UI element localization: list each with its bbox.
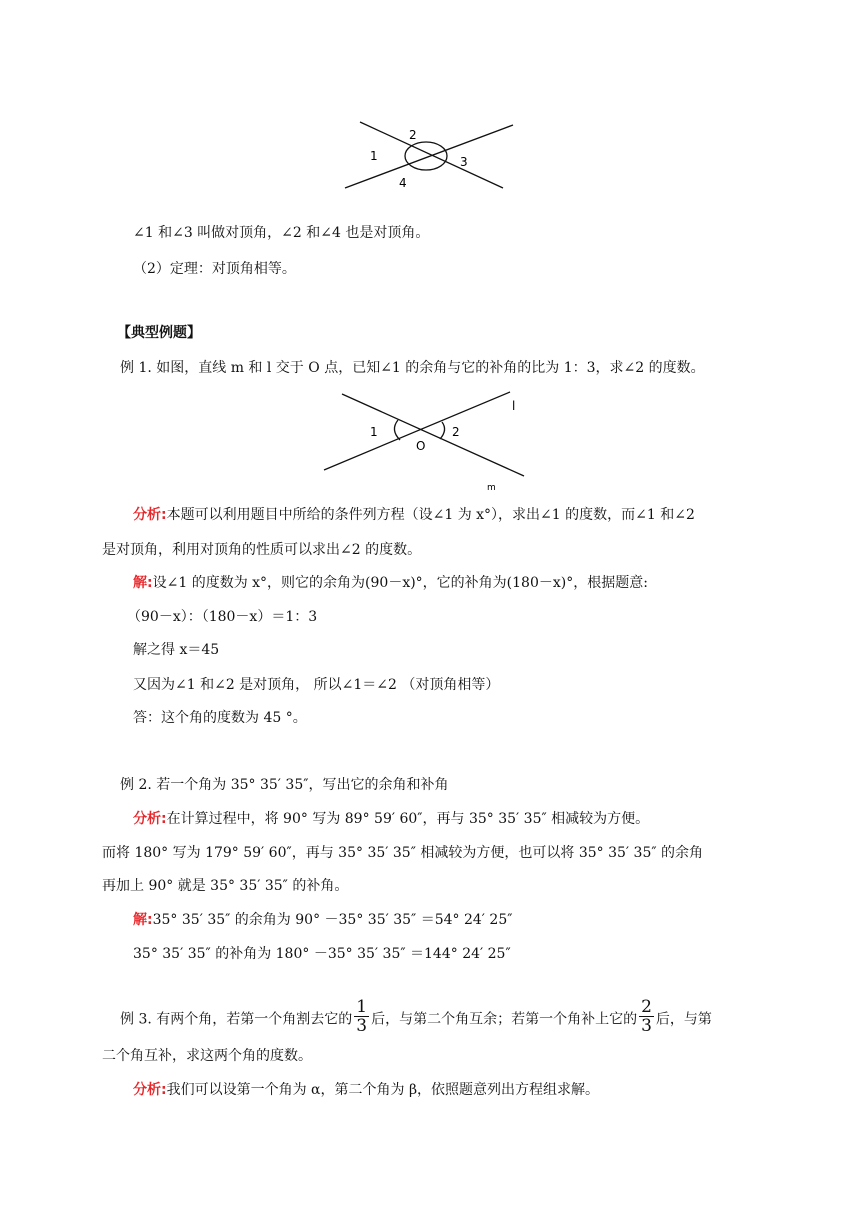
example1-answer: 答：这个角的度数为 45 °。 bbox=[133, 710, 307, 726]
question-text-1: 例 3. 有两个角，若第一个角割去它的 bbox=[120, 1011, 353, 1028]
example1-solution-3: 解之得 x＝45 bbox=[133, 642, 220, 658]
example1-solution-2: （90－x）：（180－x）＝1：3 bbox=[127, 609, 318, 625]
vertical-angles-figure bbox=[340, 118, 520, 193]
line-l bbox=[324, 392, 510, 470]
example1-analysis-2: 是对顶角，利用对顶角的性质可以求出∠2 的度数。 bbox=[102, 542, 422, 558]
fraction-two-thirds bbox=[639, 998, 654, 1035]
angle-1-arc bbox=[394, 420, 400, 440]
example1-figure bbox=[320, 386, 535, 494]
example3-question-1 bbox=[120, 997, 712, 1038]
section-title: 【典型例题】 bbox=[117, 325, 201, 341]
example1-solution-1 bbox=[133, 573, 648, 593]
line-m-label: m bbox=[487, 483, 496, 493]
analysis-text: 在计算过程中，将 90° 写为 89° 59′ 60″，再与 35° 35′ 35″ 相减较为方便。 bbox=[166, 811, 650, 827]
example2-analysis-2: 而将 180° 写为 179° 59′ 60″，再与 35° 35′ 35″ 相减较为方便，也可以将 35° 35′ 35″ 的余角 bbox=[102, 845, 704, 861]
example2-analysis-1 bbox=[133, 809, 649, 829]
solution-label: 解: bbox=[133, 575, 153, 591]
line-l-label: l bbox=[512, 399, 516, 413]
angle-2-arc bbox=[440, 422, 445, 439]
example1-solution-4: 又因为∠1 和∠2 是对顶角， 所以∠1＝∠2 （对顶角相等） bbox=[133, 677, 500, 693]
fraction-denominator: 3 bbox=[641, 1016, 652, 1036]
analysis-label: 分析: bbox=[133, 811, 167, 827]
fraction-numerator: 2 bbox=[641, 997, 652, 1017]
angle-1-label: 1 bbox=[370, 425, 378, 439]
figure1-label-2: 2 bbox=[409, 128, 417, 142]
solution-text: 35° 35′ 35″ 的余角为 90° －35° 35′ 35″ ＝54° 24′ 25″ bbox=[152, 912, 513, 928]
solution-text: 设∠1 的度数为 x°，则它的余角为(90－x)°，它的补角为(180－x)°，根据题意: bbox=[152, 575, 648, 591]
example1-analysis-1 bbox=[133, 505, 695, 525]
example3-analysis-1 bbox=[133, 1080, 599, 1100]
question-text-3: 后，与第 bbox=[655, 1011, 712, 1028]
question-text-2: 后，与第二个角互余；若第一个角补上它的 bbox=[371, 1011, 638, 1028]
example2-solution-1 bbox=[133, 910, 512, 930]
example2-question: 例 2. 若一个角为 35° 35′ 35″，写出它的余角和补角 bbox=[120, 777, 449, 793]
figure1-circle bbox=[405, 142, 447, 170]
figure1-label-1: 1 bbox=[370, 149, 378, 163]
analysis-text: 我们可以设第一个角为 α，第二个角为 β，依照题意列出方程组求解。 bbox=[166, 1082, 600, 1098]
fraction-numerator: 1 bbox=[356, 997, 368, 1017]
intro-line-1: ∠1 和∠3 叫做对顶角，∠2 和∠4 也是对顶角。 bbox=[133, 225, 430, 241]
angle-2-label: 2 bbox=[452, 425, 460, 439]
example3-question-2: 二个角互补，求这两个角的度数。 bbox=[102, 1048, 312, 1064]
example2-solution-2: 35° 35′ 35″ 的补角为 180° －35° 35′ 35″ ＝144° 24′ 25″ bbox=[133, 946, 511, 962]
figure1-label-3: 3 bbox=[460, 155, 468, 169]
fraction-denominator: 3 bbox=[356, 1016, 368, 1036]
analysis-text: 本题可以利用题目中所给的条件列方程（设∠1 为 x°），求出∠1 的度数，而∠1 和∠2 bbox=[166, 507, 695, 523]
point-o-label: O bbox=[416, 439, 426, 453]
solution-label: 解: bbox=[133, 912, 153, 928]
figure1-label-4: 4 bbox=[399, 176, 407, 190]
analysis-label: 分析: bbox=[133, 507, 167, 523]
example1-question: 例 1. 如图，直线 m 和 l 交于 O 点，已知∠1 的余角与它的补角的比为 1：3，求∠2 的度数。 bbox=[120, 360, 705, 376]
analysis-label: 分析: bbox=[133, 1082, 167, 1098]
example2-analysis-3: 再加上 90° 就是 35° 35′ 35″ 的补角。 bbox=[102, 878, 349, 894]
fraction-one-third bbox=[354, 998, 369, 1035]
intro-line-2: （2）定理：对顶角相等。 bbox=[133, 261, 296, 277]
